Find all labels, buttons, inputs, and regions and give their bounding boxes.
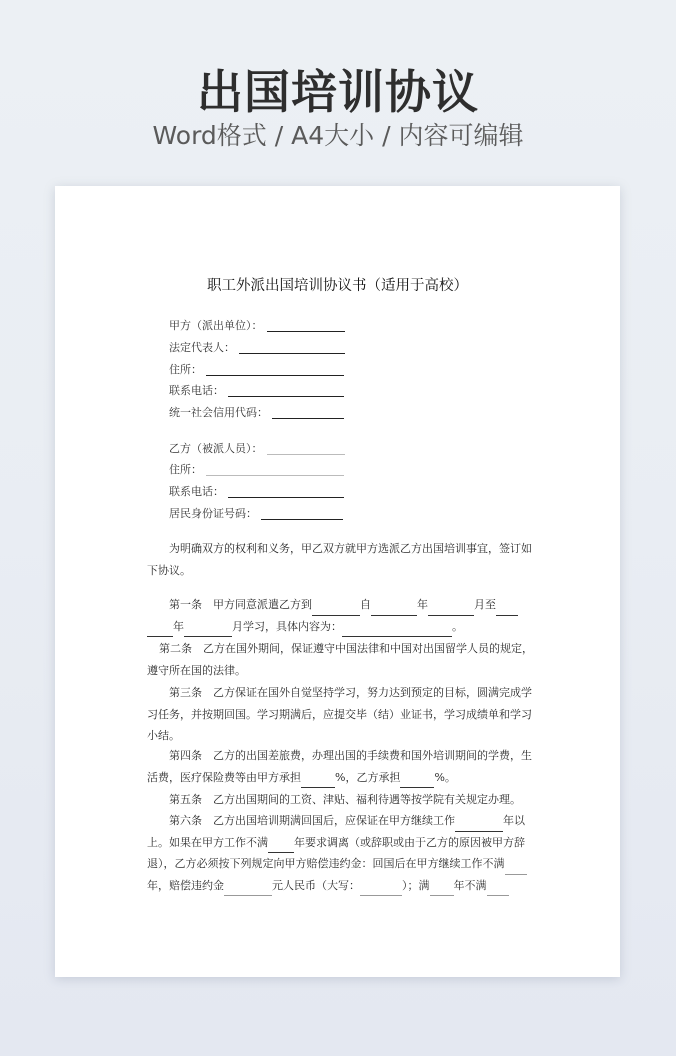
text-line: 第五条 乙方出国期间的工资、津贴、福利待遇等按学院有关规定办理。 — [169, 793, 521, 806]
text-segment: 年要求调离（或辞职或由于乙方的原因被甲方辞 — [294, 835, 525, 849]
page-subtitle: Word格式 / A4大小 / 内容可编辑 — [152, 121, 524, 150]
text-segment: 月学习，具体内容为： — [232, 619, 342, 633]
fill-line[interactable] — [267, 442, 345, 455]
field-label: 法定代表人： — [169, 341, 235, 354]
article-5 — [147, 789, 533, 811]
text-line: 退），乙方必须按下列规定向甲方赔偿违约金：回国后在甲方继续工作不满 — [147, 857, 505, 871]
article-2 — [147, 638, 533, 681]
field-label: 联系电话： — [169, 485, 224, 498]
text-segment: 年不满 — [453, 878, 487, 892]
field-label: 居民身份证号码： — [169, 507, 257, 520]
fill-line[interactable] — [147, 625, 173, 637]
text-segment: 年 — [417, 598, 428, 611]
text-segment: 自 — [360, 598, 371, 611]
article-1 — [147, 594, 533, 637]
text-segment: %。 — [434, 770, 456, 784]
text-segment: 月至 — [474, 598, 496, 611]
document-title: 职工外派出国培训协议书（适用于高校） — [207, 278, 468, 294]
text-line: 第二条 乙方在国外期间，保证遵守中国法律和中国对出国留学人员的规定， — [159, 642, 533, 655]
fill-line[interactable] — [360, 884, 402, 896]
field-label: 统一社会信用代码： — [169, 406, 268, 419]
article-3 — [147, 682, 533, 747]
field-party-b-phone — [169, 483, 344, 501]
fill-line[interactable] — [312, 604, 360, 616]
fill-line[interactable] — [496, 604, 518, 616]
fill-line[interactable] — [184, 625, 232, 637]
text-segment: 上。如果在甲方工作不满 — [147, 835, 268, 849]
text-segment: 年，赔偿违约金 — [147, 878, 224, 892]
field-party-b-person — [169, 440, 345, 458]
field-party-a-address — [169, 361, 344, 379]
text-line: 小结。 — [147, 729, 180, 743]
field-label: 乙方（被派人员）： — [169, 442, 263, 455]
field-label: 联系电话： — [169, 384, 224, 397]
text-segment: 。 — [452, 619, 463, 633]
fill-line[interactable] — [239, 341, 345, 354]
field-legal-representative — [169, 339, 345, 357]
fill-line[interactable] — [228, 384, 344, 397]
fill-line[interactable] — [267, 319, 345, 332]
text-line: 第三条 乙方保证在国外自觉坚持学习，努力达到预定的目标，圆满完成学 — [169, 686, 532, 699]
text-segment: %，乙方承担 — [335, 770, 401, 784]
field-party-a-phone — [169, 382, 344, 400]
fill-line[interactable] — [228, 485, 344, 498]
text-segment: 第一条 甲方同意派遣乙方到 — [169, 598, 312, 611]
field-id-number — [169, 505, 343, 523]
fill-line[interactable] — [224, 884, 272, 896]
text-segment: 活费，医疗保险费等由甲方承担 — [147, 770, 301, 784]
field-label: 甲方（派出单位）： — [169, 319, 263, 332]
fill-line[interactable] — [430, 884, 454, 896]
text-segment: 年 — [173, 619, 184, 633]
document-preview-card — [55, 186, 620, 977]
field-label: 住所： — [169, 463, 202, 476]
fill-line[interactable] — [400, 776, 434, 788]
text-line: 第四条 乙方的出国差旅费，办理出国的手续费和国外培训期间的学费，生 — [169, 749, 532, 762]
text-segment: 年以 — [503, 814, 525, 827]
fill-line[interactable] — [206, 363, 344, 376]
field-party-b-address — [169, 461, 344, 479]
text-line: 下协议。 — [147, 563, 191, 577]
fill-line[interactable] — [301, 776, 335, 788]
text-segment: ）；满 — [402, 878, 430, 892]
fill-line[interactable] — [487, 884, 509, 896]
page-title: 出国培训协议 — [197, 65, 479, 119]
fill-line[interactable] — [455, 820, 503, 832]
text-line: 为明确双方的权利和义务，甲乙双方就甲方选派乙方出国培训事宜，签订如 — [169, 542, 532, 555]
article-6 — [147, 810, 533, 896]
fill-line[interactable] — [371, 604, 417, 616]
field-label: 住所： — [169, 363, 202, 376]
text-line: 遵守所在国的法律。 — [147, 663, 246, 677]
fill-line[interactable] — [342, 625, 452, 637]
field-credit-code — [169, 404, 344, 422]
fill-line[interactable] — [428, 604, 474, 616]
fill-line[interactable] — [272, 406, 344, 419]
intro-paragraph — [147, 538, 533, 581]
text-line: 习任务，并按期回国。学习期满后，应提交毕（结）业证书，学习成绩单和学习 — [147, 707, 532, 721]
field-party-a-unit — [169, 317, 345, 335]
text-segment: 元人民币（大写： — [272, 878, 360, 892]
fill-line[interactable] — [268, 841, 294, 853]
text-segment: 第六条 乙方出国培训期满回国后，应保证在甲方继续工作 — [169, 814, 455, 827]
document-page — [55, 186, 620, 977]
fill-line[interactable] — [261, 507, 343, 520]
fill-line[interactable] — [206, 463, 344, 476]
fill-line[interactable] — [505, 863, 527, 875]
article-4 — [147, 745, 533, 788]
